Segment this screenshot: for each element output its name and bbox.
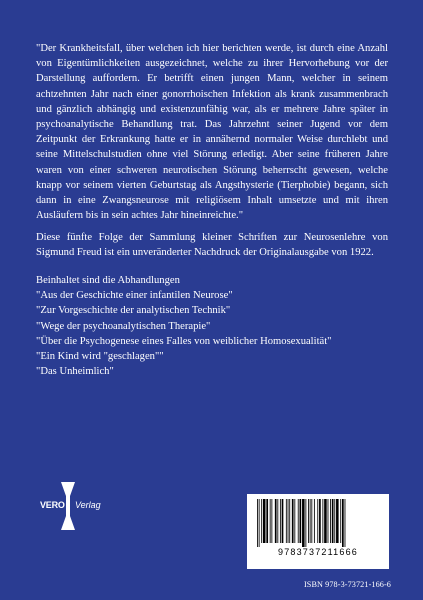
barcode-bar [294, 499, 295, 543]
barcode-bar [259, 499, 260, 547]
publisher-name-part2: Verlag [75, 500, 101, 510]
barcode-box [247, 494, 389, 569]
treatise-item: "Ein Kind wird "geschlagen"" [36, 351, 164, 363]
barcode-bar [336, 499, 339, 543]
barcode-bar [292, 499, 294, 543]
barcode-bar [334, 499, 335, 543]
publisher-logo [40, 482, 130, 530]
barcode-bar [328, 499, 329, 543]
barcode-bar [275, 499, 277, 543]
barcode-bar [340, 499, 341, 543]
barcode-bar [317, 499, 318, 543]
barcode-bar [266, 499, 268, 543]
barcode-bar [270, 499, 271, 543]
barcode-bar [300, 499, 302, 543]
barcode-bar [286, 499, 287, 543]
barcode-bar [298, 499, 299, 543]
treatise-item: "Das Unheimlich" [36, 366, 114, 378]
barcode-bar [302, 499, 305, 547]
book-description: Diese fünfte Folge der Sammlung kleiner Schriften zur Neurosenlehre von Sigmund Freud ist ein unveränderter Nachdruck der Originalausgabe von 1922. [36, 232, 388, 259]
barcode-bar [277, 499, 278, 543]
barcode-bar [314, 499, 315, 543]
treatise-list [36, 288, 388, 379]
contents-heading: Beinhaltet sind die Abhandlungen [36, 275, 180, 286]
publisher-name-part1: VERO [40, 500, 65, 510]
barcode-bar [288, 499, 289, 543]
barcode-bar [280, 499, 281, 543]
barcode-bar [330, 499, 331, 543]
barcode-bar [282, 499, 284, 543]
barcode-bar [319, 499, 321, 543]
isbn-label: ISBN 978-3-73721-166-6 [303, 580, 391, 589]
barcode-bar [305, 499, 306, 547]
treatise-item: "Wege der psychoanalytischen Therapie" [36, 320, 211, 332]
treatise-item: "Über die Psychogenese eines Falles von weiblicher Homosexualität" [36, 335, 332, 347]
barcode-bar [271, 499, 272, 543]
barcode-number: 9783737211666 [277, 547, 358, 557]
barcode-bar [308, 499, 309, 543]
barcode-bar [289, 499, 290, 543]
barcode-bar [257, 499, 258, 547]
barcode-bar [342, 499, 344, 547]
barcode-bar [332, 499, 334, 543]
treatise-item: "Aus der Geschichte einer infantilen Neurose" [36, 290, 233, 302]
barcode-bar [310, 499, 311, 543]
barcode-bar [263, 499, 266, 543]
contents-section [36, 273, 388, 379]
barcode-bar [261, 499, 262, 543]
quote-excerpt: "Der Krankheitsfall, über welchen ich hier berichten werde, ist durch eine Anzahl von Eigentümlichkeiten ausgezeichnet, welche zu ihrer Hervorhebung vor der Darstellung auffordern. Er betrifft einen jungen Mann, welcher in seinem achtzehnten Jahr nach einer gonorrhoischen Infektion als krank zusammenbrach und gänzlich abhängig und existenzunfähig war, als er mehrere Jahre später in psychoanalytische Behandlung trat. Das Jahrzehnt seiner Jugend vor dem Zeitpunkt der Erkrankung hatte er in annähernd normaler Weise durchlebt und seine Mittelschulstudien ohne viel Störung erledigt. Aber seine früheren Jahre waren von einer schweren neurotischen Störung beherrscht gewesen, welche knapp vor seinem vierten Geburtstag als Angsthysterie (Tierphobie) begann, sich dann in eine Zwangsneurose mit religiösem Inhalt umsetzte und mit ihren Ausläufern bis in sein achtes Jahr hineinreichte." [36, 43, 388, 222]
barcode-bar [345, 499, 346, 547]
barcode-bar [311, 499, 312, 543]
barcode-bar [322, 499, 323, 543]
barcode-icon [255, 499, 381, 547]
barcode-bar [324, 499, 327, 543]
treatise-item: "Zur Vorgeschichte der analytischen Technik" [36, 305, 231, 317]
